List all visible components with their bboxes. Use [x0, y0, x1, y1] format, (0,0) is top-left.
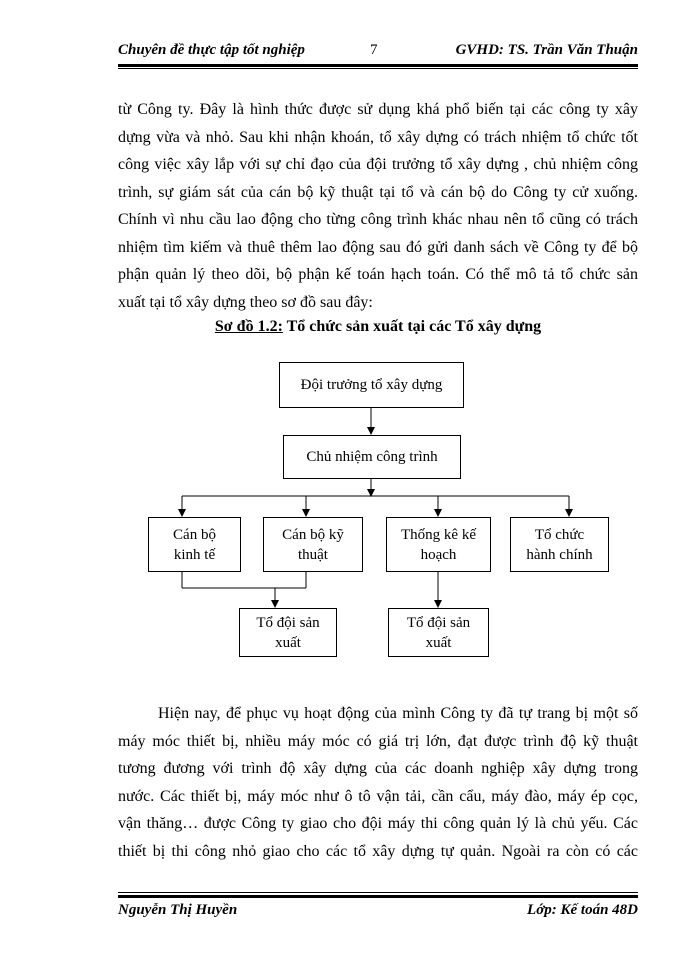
- text-line: dựng vừa và nhỏ. Sau khi nhận khoán, tổ xây dựng có trách nhiệm tổ chức tốt: [118, 128, 638, 146]
- box-production-team-1: [239, 608, 337, 657]
- footer-rule-thin: [118, 892, 638, 893]
- text-line: Hiện nay, để phục vụ hoạt động của mình Công ty đã tự trang bị một số: [158, 705, 638, 722]
- box-label-line: Cán bộ: [173, 526, 216, 543]
- text-line: nhiệm tìm kiếm và thuê thêm lao động sau đó gửi danh sách về Công ty để bộ: [118, 238, 638, 256]
- box-team-leader: [279, 362, 464, 408]
- box-label-line: xuất: [425, 634, 452, 651]
- page-footer: [118, 902, 638, 919]
- text-line: xuất tại tổ xây dựng theo sơ đồ sau đây:: [118, 293, 373, 311]
- box-label-line: Cán bộ kỹ: [282, 526, 344, 543]
- box-label-line: xuất: [275, 634, 301, 651]
- page-number: 7: [370, 42, 378, 58]
- text-line: phận quản lý theo dõi, bộ phận kế toán hạch toán. Có thể mô tả tổ chức sản: [118, 266, 638, 283]
- box-dept-planning: [386, 517, 491, 572]
- text-line: máy móc thiết bị, nhiều máy móc có giá trị lớn, đạt được trình độ kỹ thuật: [118, 732, 638, 750]
- box-label-line: kinh tế: [173, 546, 216, 563]
- footer-author: Nguyễn Thị Huyền: [118, 902, 238, 918]
- box-dept-economic: [148, 517, 241, 572]
- footer-rule-thick: [118, 895, 638, 898]
- box-label-line: hành chính: [526, 546, 593, 563]
- box-label: Đội trưởng tổ xây dựng: [300, 377, 443, 393]
- box-label-line: Thống kê kế: [401, 526, 476, 543]
- box-project-manager: [283, 435, 461, 479]
- text-line: trình, sự giám sát của cán bộ kỹ thuật tại tổ và cán bộ do Công ty cử xuống.: [118, 183, 638, 201]
- text-line: thiết bị thi công nhỏ giao cho các tổ xây dựng tự quản. Ngoài ra còn có các: [118, 842, 638, 860]
- diagram-title-text: Tổ chức sản xuất tại các Tổ xây dựng: [282, 318, 542, 335]
- text-line: từ Công ty. Đây là hình thức được sử dụng khá phổ biến tại các công ty xây: [118, 101, 638, 118]
- box-label-line: Tổ chức: [534, 526, 585, 543]
- text-line: công việc xây lắp với sự chỉ đạo của đội trưởng tổ xây dựng , chủ nhiệm công: [118, 156, 638, 173]
- box-label: Chủ nhiệm công trình: [306, 449, 438, 465]
- text-line: nước. Các thiết bị, máy móc như ô tô vận tải, cần cẩu, máy đào, máy ép cọc,: [118, 787, 638, 805]
- text-line: tương đương với trình độ xây dựng của các doanh nghiệp xây dựng trong: [118, 760, 638, 777]
- header-title: Chuyên đề thực tập tốt nghiệp: [118, 42, 305, 58]
- text-line: Chính vì nhu cầu lao động cho từng công trình khác nhau nên tổ cũng có trách: [118, 211, 638, 228]
- box-production-team-2: [388, 608, 489, 657]
- box-label-line: thuật: [297, 546, 328, 563]
- paragraph-2: [118, 700, 638, 865]
- footer-class: Lớp: Kế toán 48D: [527, 902, 638, 918]
- box-label-line: Tổ đội sản: [406, 614, 471, 631]
- box-label-line: Tổ đội sản: [256, 614, 320, 631]
- box-dept-admin: [510, 517, 609, 572]
- text-line: vận thăng… được Công ty giao cho đội máy thi công quản lý là chủ yếu. Các: [118, 815, 638, 832]
- diagram-title-prefix: Sơ đồ 1.2:: [214, 318, 283, 335]
- box-label-line: hoạch: [420, 546, 457, 563]
- box-dept-technical: [263, 517, 363, 572]
- header-advisor: GVHD: TS. Trần Văn Thuận: [455, 42, 638, 58]
